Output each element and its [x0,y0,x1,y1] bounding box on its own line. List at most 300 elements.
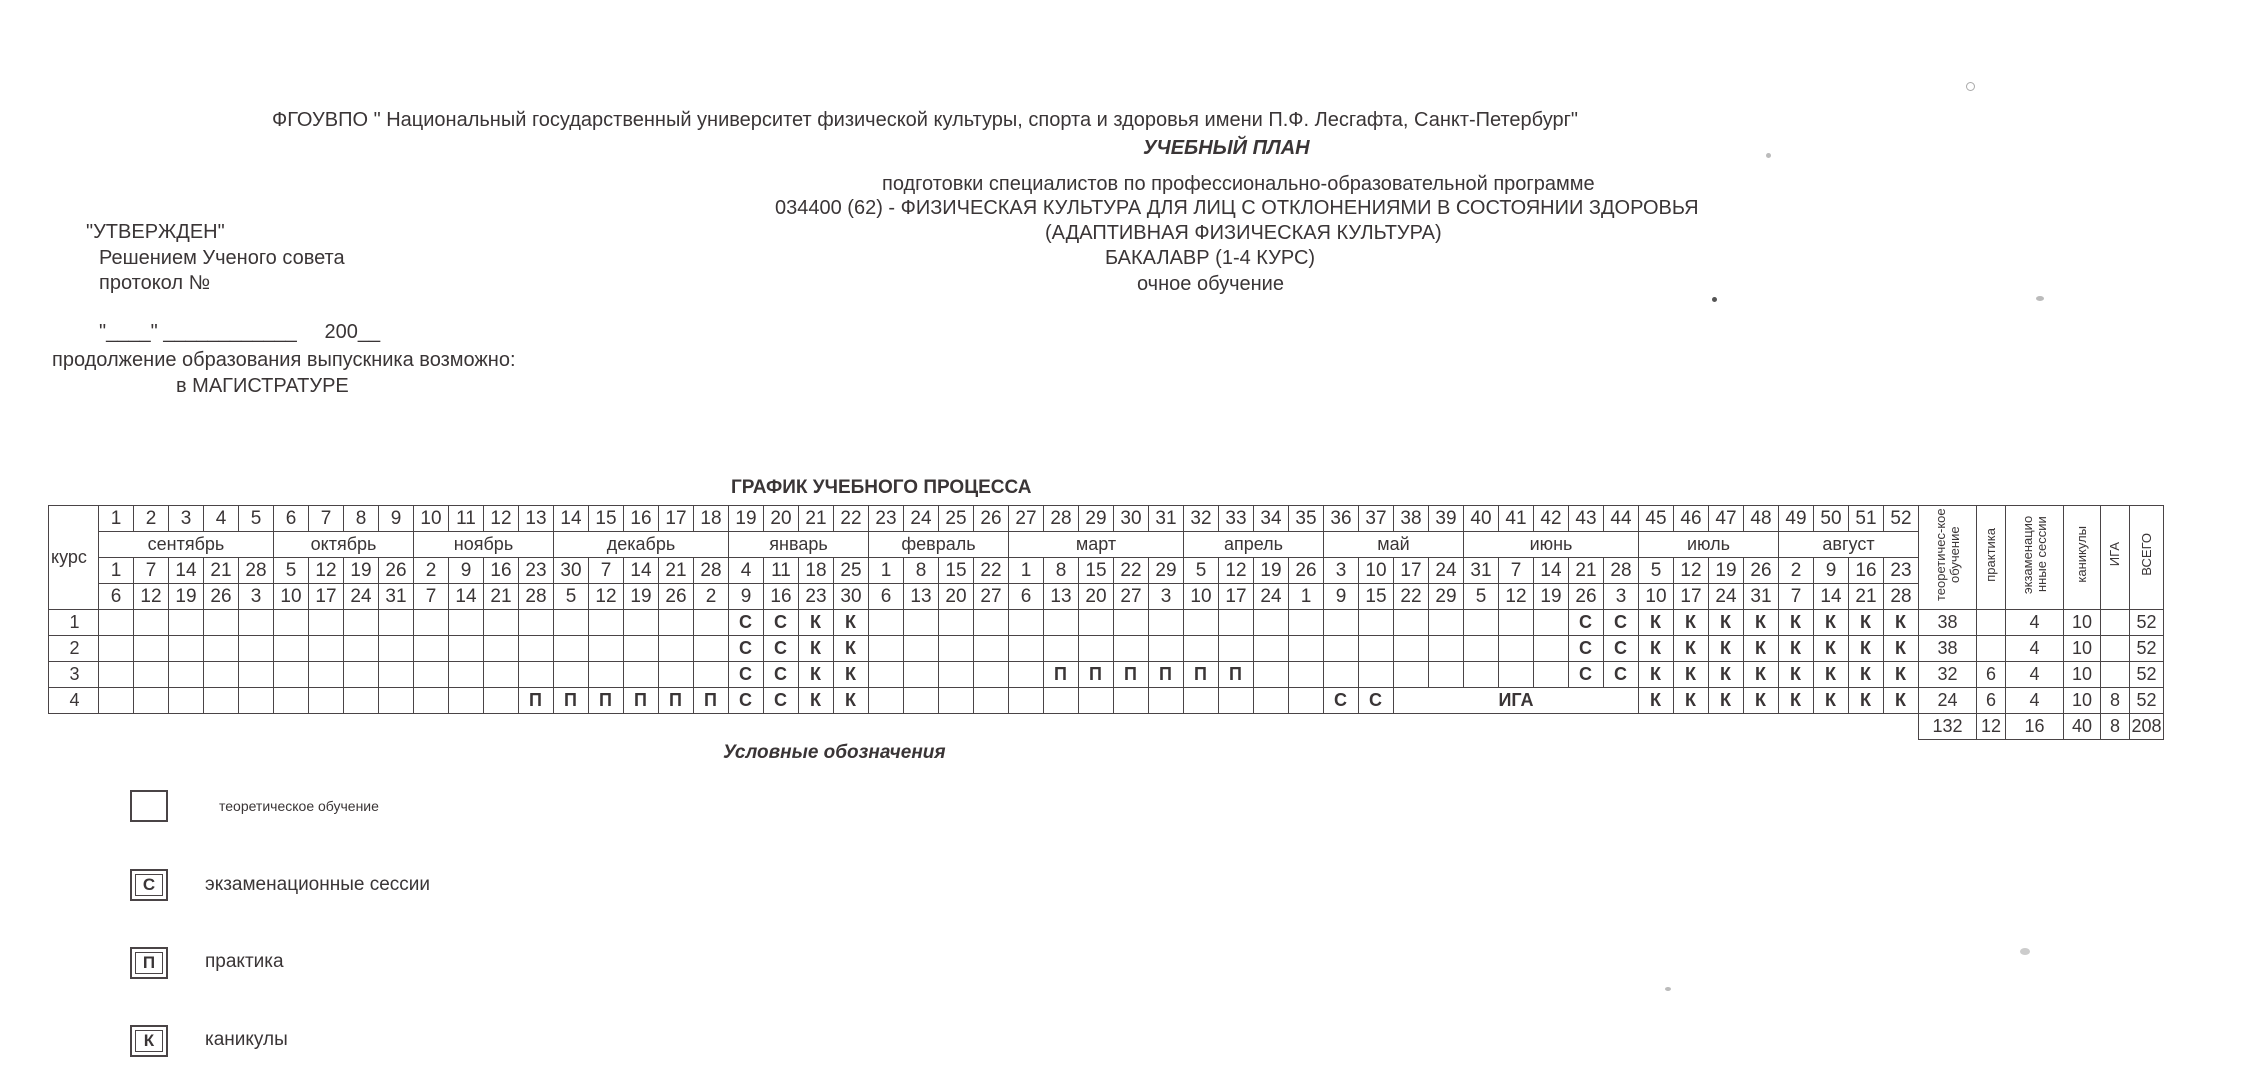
week-number: 49 [1779,506,1814,532]
week-cell: С [729,636,764,662]
continuation-text: продолжение образования выпускника возможно: [52,349,516,371]
week-start-day: 26 [379,558,414,584]
week-cell: П [659,688,694,714]
week-cell: К [1709,688,1744,714]
week-start-day: 24 [1429,558,1464,584]
legend-title: Условные обозначения [723,742,946,763]
week-cell [1044,636,1079,662]
week-cell [1324,662,1359,688]
scan-speck [1665,987,1671,991]
week-start-day: 9 [1814,558,1849,584]
week-cell [1149,610,1184,636]
legend-session-symbol: С [135,874,163,896]
week-cell: С [729,688,764,714]
week-cell: К [1884,610,1919,636]
week-cell [1289,662,1324,688]
approval-date-line: "____" ____________ 200__ [99,321,381,343]
week-end-day: 6 [99,584,134,610]
week-end-day: 23 [799,584,834,610]
week-start-day: 22 [974,558,1009,584]
week-cell [344,636,379,662]
week-cell [99,610,134,636]
week-number: 10 [414,506,449,532]
week-cell [974,636,1009,662]
week-start-day: 16 [484,558,519,584]
week-cell [239,636,274,662]
week-cell [204,688,239,714]
week-cell [1534,636,1569,662]
week-cell: К [1744,662,1779,688]
study-form: очное обучение [1137,273,1284,295]
week-cell [1254,688,1289,714]
week-cell [519,610,554,636]
week-start-row [49,558,2164,584]
summary-cell: 10 [2064,610,2101,636]
week-number: 19 [729,506,764,532]
summary-cell: 6 [1977,662,2006,688]
week-end-day: 27 [974,584,1009,610]
week-cell: С [764,636,799,662]
week-cell: С [1569,636,1604,662]
week-cell: К [1779,688,1814,714]
week-cell [1184,636,1219,662]
week-end-day: 26 [1569,584,1604,610]
week-end-day: 6 [869,584,904,610]
week-cell [309,610,344,636]
week-cell [1254,662,1289,688]
week-cell [379,610,414,636]
week-cell [974,688,1009,714]
summary-cell: 52 [2130,662,2164,688]
week-number: 47 [1709,506,1744,532]
week-cell [1429,610,1464,636]
week-number: 41 [1499,506,1534,532]
week-end-day: 26 [204,584,239,610]
week-end-day: 28 [1884,584,1919,610]
week-cell [869,688,904,714]
week-cell: П [1114,662,1149,688]
legend-vacation-label: каникулы [205,1029,288,1050]
week-cell [659,610,694,636]
week-cell: С [1359,688,1394,714]
week-end-day: 26 [659,584,694,610]
week-number: 5 [239,506,274,532]
week-cell: С [1569,610,1604,636]
week-cell: К [799,610,834,636]
week-start-day: 19 [1709,558,1744,584]
week-cell: С [729,610,764,636]
week-number: 38 [1394,506,1429,532]
week-cell [694,662,729,688]
week-cell [1359,610,1394,636]
week-number: 14 [554,506,589,532]
course-row [49,688,2164,714]
week-start-day: 21 [204,558,239,584]
week-number: 9 [379,506,414,532]
week-number: 11 [449,506,484,532]
week-end-day: 13 [904,584,939,610]
week-end-day: 14 [1814,584,1849,610]
week-cell: С [764,610,799,636]
week-cell: К [1779,610,1814,636]
week-end-day: 7 [1779,584,1814,610]
summary-header [2130,506,2164,610]
week-cell [659,662,694,688]
week-cell [449,610,484,636]
week-cell [169,610,204,636]
week-end-day: 19 [624,584,659,610]
scan-speck [1712,297,1717,302]
month-label: ноябрь [414,532,554,558]
week-cell [274,688,309,714]
week-cell [134,662,169,688]
week-number: 40 [1464,506,1499,532]
summary-cell: 38 [1919,610,1977,636]
week-cell [1254,636,1289,662]
week-cell: К [799,688,834,714]
week-start-day: 22 [1114,558,1149,584]
week-start-day: 4 [729,558,764,584]
week-number: 7 [309,506,344,532]
week-number: 36 [1324,506,1359,532]
week-cell [169,662,204,688]
week-end-day: 1 [1289,584,1324,610]
totals-row [49,714,2164,740]
week-cell [1114,636,1149,662]
week-cell [1429,636,1464,662]
week-cell [1394,662,1429,688]
week-cell: К [1849,636,1884,662]
week-cell: К [1639,636,1674,662]
week-cell: П [554,688,589,714]
week-cell [379,662,414,688]
summary-cell: 32 [1919,662,1977,688]
week-cell: К [1779,662,1814,688]
week-cell [1219,636,1254,662]
week-cell [484,610,519,636]
week-cell: К [1639,610,1674,636]
week-end-day: 21 [1849,584,1884,610]
week-number: 3 [169,506,204,532]
week-number: 31 [1149,506,1184,532]
week-cell: К [1884,688,1919,714]
summary-cell: 6 [1977,688,2006,714]
week-cell [1219,610,1254,636]
week-cell [554,662,589,688]
week-cell [1114,610,1149,636]
week-end-day: 10 [1184,584,1219,610]
week-cell: К [1744,688,1779,714]
degree: БАКАЛАВР (1-4 КУРС) [1105,247,1316,269]
week-cell [1079,610,1114,636]
week-cell [904,610,939,636]
week-start-day: 25 [834,558,869,584]
total-cell: 12 [1977,714,2006,740]
legend-practice-label: практика [205,951,284,972]
week-end-day: 27 [1114,584,1149,610]
week-cell [974,610,1009,636]
week-number: 35 [1289,506,1324,532]
week-cell [659,636,694,662]
week-end-day: 17 [1674,584,1709,610]
week-end-day: 3 [239,584,274,610]
legend-session-box [130,869,168,901]
summary-cell [2101,662,2130,688]
week-start-day: 7 [134,558,169,584]
week-number: 28 [1044,506,1079,532]
week-number: 30 [1114,506,1149,532]
week-end-day: 24 [1709,584,1744,610]
summary-header-label: экзаменацио нные сессии [2019,515,2049,594]
week-cell [379,688,414,714]
week-number: 1 [99,506,134,532]
week-cell: С [1604,610,1639,636]
week-end-day: 13 [1044,584,1079,610]
week-number: 8 [344,506,379,532]
schedule-table [48,505,2164,740]
week-cell [1149,636,1184,662]
legend-theory-box [130,790,168,822]
week-start-day: 23 [519,558,554,584]
week-cell: С [1604,636,1639,662]
week-cell [1534,610,1569,636]
week-number: 17 [659,506,694,532]
week-cell [344,688,379,714]
total-cell: 8 [2101,714,2130,740]
week-end-day: 22 [1394,584,1429,610]
week-number: 4 [204,506,239,532]
week-cell: П [1184,662,1219,688]
week-cell: К [1884,636,1919,662]
week-start-day: 5 [1184,558,1219,584]
week-cell [1009,688,1044,714]
week-cell [484,662,519,688]
week-cell [239,688,274,714]
scan-speck [1766,153,1771,158]
week-end-day: 12 [134,584,169,610]
week-cell [1149,688,1184,714]
week-cell [869,610,904,636]
week-end-day: 12 [1499,584,1534,610]
week-cell [414,662,449,688]
summary-cell: 52 [2130,610,2164,636]
summary-cell: 10 [2064,636,2101,662]
week-cell: К [1674,662,1709,688]
week-end-day: 6 [1009,584,1044,610]
week-cell: К [1709,636,1744,662]
summary-cell: 52 [2130,636,2164,662]
week-start-day: 16 [1849,558,1884,584]
course-number: 2 [49,636,99,662]
week-cell: К [1849,610,1884,636]
month-label: май [1324,532,1464,558]
week-cell [134,636,169,662]
week-cell: К [1814,688,1849,714]
summary-cell [1977,610,2006,636]
week-cell [204,636,239,662]
week-cell: П [624,688,659,714]
week-cell [414,636,449,662]
week-end-day: 2 [694,584,729,610]
week-start-day: 31 [1464,558,1499,584]
month-row [49,532,2164,558]
total-cell: 132 [1919,714,1977,740]
legend-session-label: экзаменационные сессии [205,874,431,895]
week-start-day: 21 [659,558,694,584]
specialization: (АДАПТИВНАЯ ФИЗИЧЕСКАЯ КУЛЬТУРА) [1045,222,1442,244]
week-number: 48 [1744,506,1779,532]
course-row [49,662,2164,688]
week-cell [694,610,729,636]
week-cell [939,688,974,714]
program-line: подготовки специалистов по профессионально-образовательной программе [882,173,1595,195]
week-cell [99,662,134,688]
week-start-day: 15 [1079,558,1114,584]
week-cell [449,662,484,688]
week-cell [1394,636,1429,662]
week-cell [624,636,659,662]
summary-cell [2101,636,2130,662]
summary-cell: 10 [2064,688,2101,714]
week-cell [169,688,204,714]
week-cell [1324,636,1359,662]
month-label: март [1009,532,1184,558]
week-number: 32 [1184,506,1219,532]
week-cell [974,662,1009,688]
week-cell [309,688,344,714]
week-number: 44 [1604,506,1639,532]
week-end-day: 19 [169,584,204,610]
week-cell [1289,688,1324,714]
week-cell [1394,610,1429,636]
week-number: 2 [134,506,169,532]
week-cell [169,636,204,662]
summary-cell: 38 [1919,636,1977,662]
week-cell [204,662,239,688]
week-cell [1499,636,1534,662]
week-cell [519,662,554,688]
week-start-day: 18 [799,558,834,584]
week-cell [309,662,344,688]
week-start-day: 23 [1884,558,1919,584]
course-number: 1 [49,610,99,636]
week-cell: К [1849,688,1884,714]
week-end-day: 31 [379,584,414,610]
week-number: 37 [1359,506,1394,532]
week-cell [1009,610,1044,636]
summary-header [2006,506,2064,610]
summary-cell: 24 [1919,688,1977,714]
week-cell [1464,610,1499,636]
week-cell [1009,662,1044,688]
week-cell: К [1814,610,1849,636]
council-decision: Решением Ученого совета [99,247,345,269]
month-label: декабрь [554,532,729,558]
week-end-day: 9 [729,584,764,610]
week-start-day: 9 [449,558,484,584]
week-cell: К [1814,636,1849,662]
week-cell: К [834,610,869,636]
week-start-day: 15 [939,558,974,584]
week-start-day: 26 [1744,558,1779,584]
university-name: ФГОУВПО " Национальный государственный университет физической культуры, спорта и здоровья имени П.Ф. Лесгафта, Санкт-Петербург" [272,109,1578,131]
week-number: 20 [764,506,799,532]
month-label: июнь [1464,532,1639,558]
week-cell [1359,636,1394,662]
month-label: июль [1639,532,1779,558]
week-start-day: 7 [589,558,624,584]
approved-label: "УТВЕРЖДЕН" [86,221,225,243]
summary-header-label: ВСЕГО [2138,533,2154,576]
week-end-day: 28 [519,584,554,610]
total-cell: 16 [2006,714,2064,740]
week-end-day: 7 [414,584,449,610]
week-cell [1114,688,1149,714]
month-label: январь [729,532,869,558]
week-number: 46 [1674,506,1709,532]
week-start-day: 12 [1219,558,1254,584]
week-cell [589,662,624,688]
week-cell: К [1884,662,1919,688]
summary-header [1977,506,2006,610]
week-cell: К [1849,662,1884,688]
week-end-day: 16 [764,584,799,610]
week-end-day: 30 [834,584,869,610]
week-cell: К [1674,636,1709,662]
week-cell [1359,662,1394,688]
week-start-day: 12 [1674,558,1709,584]
week-cell [554,610,589,636]
week-cell [414,610,449,636]
week-number: 51 [1849,506,1884,532]
week-cell [274,636,309,662]
week-cell [274,662,309,688]
week-cell [904,688,939,714]
week-cell [1534,662,1569,688]
week-cell [939,636,974,662]
week-number: 22 [834,506,869,532]
week-number: 15 [589,506,624,532]
week-start-day: 1 [99,558,134,584]
week-cell [589,610,624,636]
week-start-day: 1 [869,558,904,584]
week-start-day: 3 [1324,558,1359,584]
week-cell [1044,688,1079,714]
week-number: 23 [869,506,904,532]
week-start-day: 12 [309,558,344,584]
week-cell [1499,662,1534,688]
week-end-day: 5 [554,584,589,610]
week-cell [939,610,974,636]
summary-header-label: практика [1983,527,1998,582]
week-cell: П [589,688,624,714]
week-cell [624,662,659,688]
course-row [49,610,2164,636]
week-end-day: 24 [344,584,379,610]
week-cell: К [834,636,869,662]
week-cell [99,636,134,662]
scan-speck [2020,948,2030,955]
week-cell [1289,636,1324,662]
week-cell: П [694,688,729,714]
week-cell [1464,636,1499,662]
week-end-day: 10 [274,584,309,610]
protocol-number: протокол № [99,272,211,294]
week-cell [869,636,904,662]
week-end-day: 20 [939,584,974,610]
week-number-row [49,506,2164,532]
total-cell: 208 [2130,714,2164,740]
